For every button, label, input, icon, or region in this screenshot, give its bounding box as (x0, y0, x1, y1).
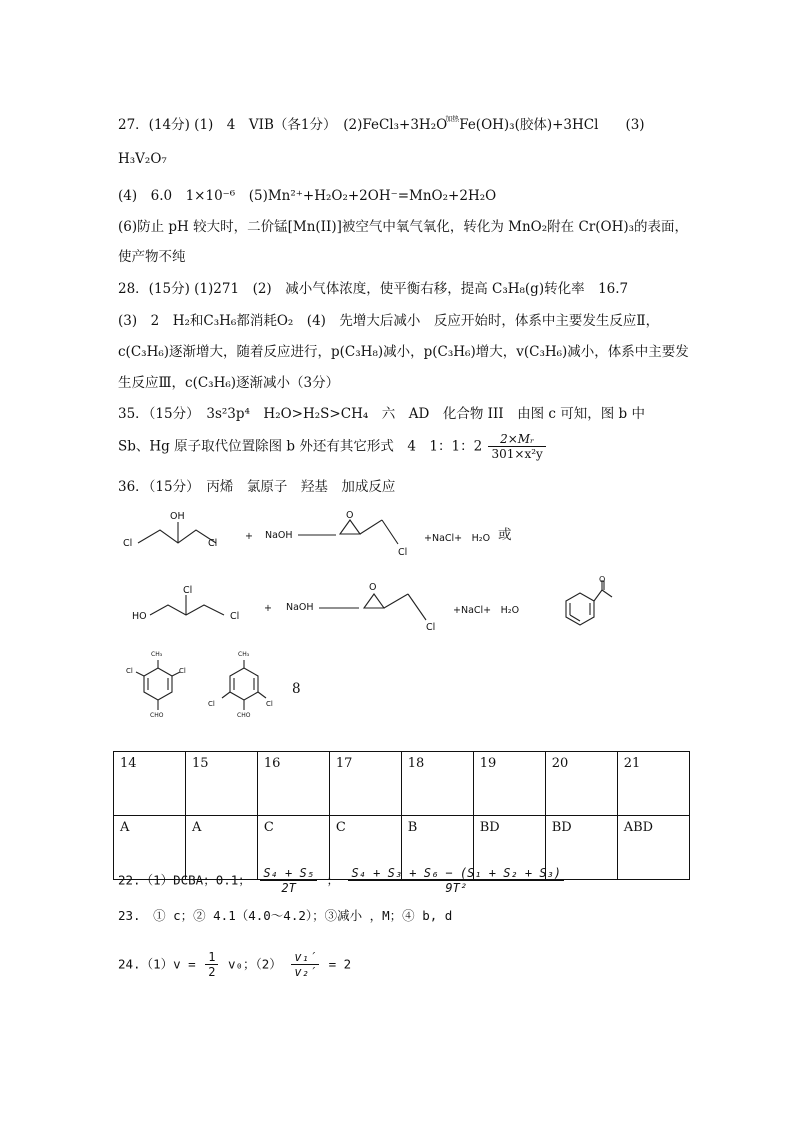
reaction-arrow-1 (298, 533, 338, 537)
table-cell: C (329, 816, 401, 880)
naoh-label-1: NaOH (265, 530, 293, 541)
q22-f1-num: S₄ + S₅ (260, 866, 317, 881)
q27-line5: 使产物不纯 (118, 249, 186, 265)
cl-label-3b: Cl (179, 667, 186, 675)
q35-fraction (488, 432, 545, 461)
table-cell: A (185, 816, 257, 880)
q28-line3: c(C₃H₆)逐渐增大，随着反应进行，p(C₃H₈)减小，p(C₃H₆)增大，v(C₃H₆)减小，体系中主要发 (118, 344, 689, 360)
q24-f1-num: 1 (205, 950, 218, 965)
table-cell: ABD (617, 816, 689, 880)
q28-line4: 生反应Ⅲ，c(C₃H₆)逐渐减小（3分） (118, 375, 340, 391)
cl-label-3a: Cl (126, 667, 133, 675)
cl-label-1c: Cl (398, 547, 408, 558)
heat-arrow-label: 加热 (445, 115, 460, 123)
table-cell: 17 (329, 752, 401, 816)
q27-line2: H₃V₂O₇ (118, 151, 167, 167)
table-cell: 19 (473, 752, 545, 816)
plus-sign-1: + (245, 531, 253, 542)
q35-line1: 35．（15分） 3s²3p⁴ H₂O>H₂S>CH₄ 六 AD 化合物 III 由图 c 可知，图 b 中 (118, 406, 645, 422)
q24-f2-den: v₂′ (294, 965, 317, 979)
q27-line4: (6)防止 pH 较大时，二价锰[Mn(II)]被空气中氧气氧化，转化为 MnO₂附在 Cr(OH)₃的表面， (118, 219, 689, 235)
table-cell: 18 (401, 752, 473, 816)
naoh-label-2: NaOH (286, 602, 314, 613)
q24-f1-tail: v₀；（2） (227, 956, 282, 972)
q22-fraction-1 (260, 866, 317, 895)
table-cell: 14 (114, 752, 186, 816)
table-cell: 21 (617, 752, 689, 816)
ketone-o-label: O (599, 575, 606, 584)
table-cell: 15 (185, 752, 257, 816)
products-2: +NaCl+ H₂O (453, 605, 520, 616)
table-row-numbers (114, 752, 690, 816)
ho-label-2: HO (132, 611, 147, 622)
answer-table (113, 751, 690, 880)
q23-line: 23. ① c；② 4.1（4.0～4.2）；③减小 ，M；④ b, d (118, 908, 453, 923)
q24-fraction-2 (291, 950, 319, 979)
ch3-label-a: CH₃ (151, 651, 163, 658)
q28-line2: (3) 2 H₂和C₃H₆都消耗O₂ (4) 先增大后减小 反应开始时，体系中主要发生反应Ⅱ， (118, 313, 660, 329)
q24-f2-tail: = 2 (328, 956, 352, 972)
or-label: 或 (498, 527, 512, 543)
table-cell: A (114, 816, 186, 880)
isomer-count: 8 (292, 681, 301, 697)
q27-line1-tail: Fe(OH)₃(胶体)+3HCl (3) (459, 117, 645, 133)
plus-sign-2: + (264, 603, 272, 614)
cl-label-3d: Cl (266, 700, 273, 708)
cl-label-2b: Cl (230, 611, 240, 622)
q24-fraction-1 (205, 950, 218, 979)
table-cell: 20 (545, 752, 617, 816)
q22-f1-den: 2T (281, 881, 296, 895)
cho-label-a: CHO (150, 712, 164, 719)
cl-label-1a: Cl (123, 538, 133, 549)
products-1: +NaCl+ H₂O (424, 533, 491, 544)
q22-f2-num: S₄ + S₃ + S₆ − (S₁ + S₂ + S₃) (348, 866, 564, 881)
q35-line2-text: Sb、Hg 原子取代位置除图 b 外还有其它形式 4 1：1：2 (118, 438, 483, 455)
o-label-2: O (369, 582, 377, 593)
q24-prefix: 24.（1）v = (118, 956, 196, 972)
cl-label-3c: Cl (208, 700, 215, 708)
q24-line (118, 950, 351, 979)
q22-sep: ； (326, 872, 339, 888)
acetophenone-structure (550, 575, 620, 635)
ch3-label-b: CH₃ (238, 651, 250, 658)
q35-line2 (118, 432, 548, 461)
cho-label-b: CHO (237, 712, 251, 719)
reaction-arrow-2 (319, 606, 361, 610)
table-cell: B (401, 816, 473, 880)
table-cell: 16 (257, 752, 329, 816)
cl-label-2c: Cl (426, 622, 436, 633)
o-label-1: O (346, 510, 354, 521)
q22-prefix: 22.（1）DCBA；0.1； (118, 872, 251, 888)
q24-f1-den: 2 (208, 965, 216, 979)
q22-fraction-2 (348, 866, 564, 895)
q24-f2-num: v₁′ (291, 950, 319, 965)
cl-label-1b: Cl (208, 538, 218, 549)
q36-line1: 36．（15分） 丙烯 氯原子 羟基 加成反应 (118, 479, 396, 495)
oh-label-1: OH (170, 511, 185, 522)
q22-f2-den: 9T² (445, 881, 468, 895)
table-cell: BD (545, 816, 617, 880)
q27-line1-text: 27．(14分) (1) 4 VIB（各1分） (2)FeCl₃+3H₂O (118, 117, 448, 133)
cl-label-2a: Cl (183, 585, 193, 596)
q22-line (118, 866, 566, 895)
q35-frac-num: 2×Mᵣ (488, 432, 545, 447)
table-cell: BD (473, 816, 545, 880)
q27-line3: (4) 6.0 1×10⁻⁶ (5)Mn²⁺+H₂O₂+2OH⁻=MnO₂+2H₂O (118, 188, 497, 204)
q35-frac-den: 301×x²y (491, 447, 543, 461)
q28-line1: 28．(15分) (1)271 (2) 减小气体浓度，使平衡右移，提高 C₃H₈(g)转化率 16.7 (118, 281, 629, 297)
table-cell: C (257, 816, 329, 880)
q27-line1 (118, 110, 645, 134)
